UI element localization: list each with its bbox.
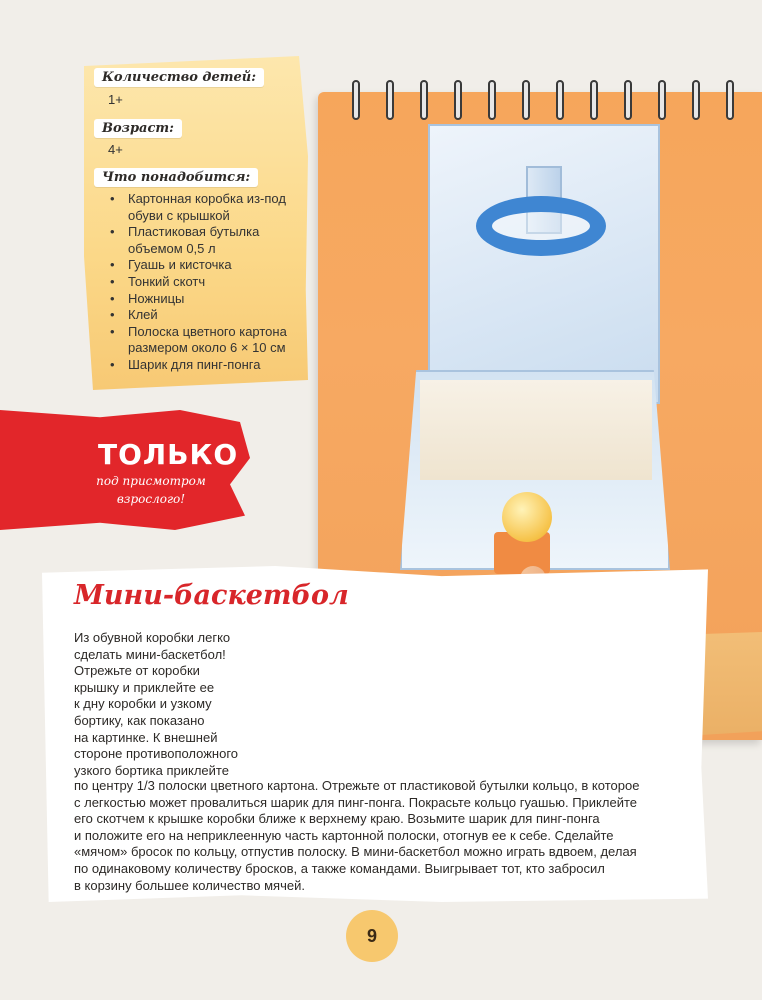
text-line: на картинке. К внешней [74,729,218,745]
spiral-ring [454,80,462,120]
text-line: узкого бортика приклейте [74,762,229,778]
text-line: Из обувной коробки легко [74,630,231,645]
text-line: крышку и приклейте ее [74,679,215,695]
text-line: по одинаковому количеству бросков, а также командами. Выигрывает тот, кто забросил [74,860,605,876]
spiral-ring [590,80,598,120]
ping-pong-ball [502,492,552,542]
text-line: к дну коробки и узкому [74,696,212,712]
banner-title: ТОЛЬКО [98,438,239,471]
banner-subtitle [86,472,216,508]
text-line: в корзину большее количество мячей. [74,877,305,893]
materials-list [108,191,306,374]
material-item: • Шарик для пинг-понга [108,357,306,374]
material-item: • Гуашь и кисточка [108,257,306,274]
spiral-ring [658,80,666,120]
kids-value: 1+ [108,92,123,107]
spiral-ring [624,80,632,120]
text-line: Отрежьте от коробки [74,663,200,679]
material-item: • Картонная коробка из-под обуви с крышкой [108,191,306,224]
spiral-ring [692,80,700,120]
material-item: • Пластиковая бутылка объемом 0,5 л [108,224,306,257]
instructions-wide [74,778,714,894]
page-title: Мини-баскетбол [74,580,349,611]
text-line: бортику, как показано [74,712,205,728]
age-label: Возраст: [94,119,182,138]
materials-label: Что понадобится: [94,168,258,187]
text-line: с легкостью может провалиться шарик для пинг-понга. Покрасьте кольцо гуашью. Приклейте [74,794,637,810]
spiral-ring [386,80,394,120]
text-line: сделать мини-баскетбол! [74,646,226,662]
spiral-ring [522,80,530,120]
page-number: 9 [346,910,398,962]
shoebox-inside [420,380,652,480]
material-item: • Полоска цветного картона размером около 6 × 10 см [108,324,306,357]
banner-line: взрослого! [116,492,186,506]
text-line: стороне противоположного [74,746,239,762]
age-value: 4+ [108,142,123,157]
material-item: • Клей [108,307,306,324]
text-line: и положите его на неприклеенную часть картонной полоски, отогнув ее к себе. Сделайте [74,827,614,843]
spiral-ring [352,80,360,120]
spiral-ring [488,80,496,120]
material-item: • Тонкий скотч [108,274,306,291]
kids-label: Количество детей: [94,68,264,87]
spiral-ring [556,80,564,120]
text-line: его скотчем к крышке коробки ближе к верхнему краю. Возьмите шарик для пинг-понга [74,811,600,827]
spiral-binding [340,80,760,126]
spiral-ring [726,80,734,120]
banner-line: под присмотром [96,474,206,488]
text-line: по центру 1/3 полоски цветного картона. Отрежьте от пластиковой бутылки кольцо, в которое [74,778,640,793]
material-item: • Ножницы [108,291,306,308]
spiral-ring [420,80,428,120]
text-line: «мячом» бросок по кольцу, отпустив полоску. В мини-баскетбол можно играть вдвоем, делая [74,844,637,860]
hoop-ring [476,196,606,256]
instructions-narrow [74,630,284,779]
